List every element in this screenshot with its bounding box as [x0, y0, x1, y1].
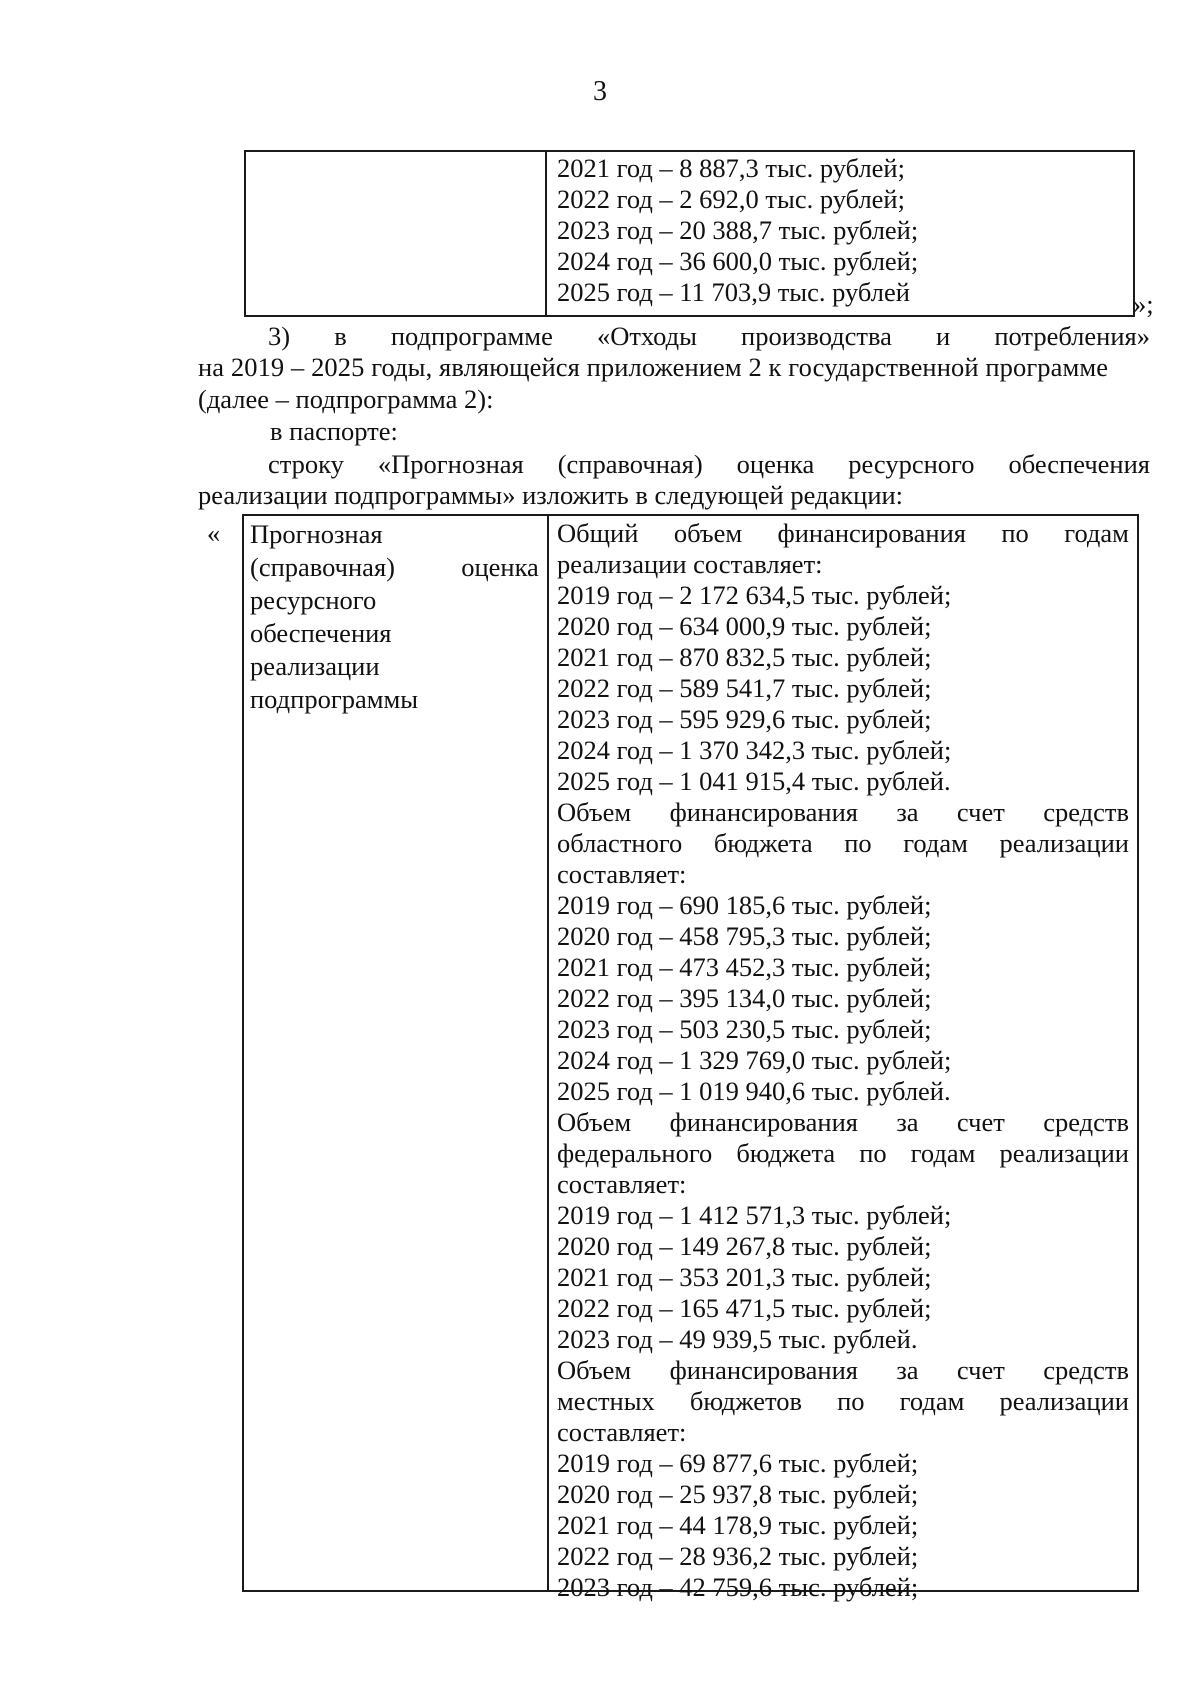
right-col-word: Объем [557, 797, 632, 827]
paragraph-word: обеспечения [1008, 449, 1150, 479]
right-col-line: 2020 год – 634 000,9 тыс. рублей; [557, 611, 932, 641]
paragraph-word: 3) [268, 321, 291, 351]
right-col-line: 2022 год – 165 471,5 тыс. рублей; [557, 1293, 932, 1323]
right-col-line: 2023 год – 595 929,6 тыс. рублей; [557, 704, 932, 734]
paragraph-line-4: в паспорте: [270, 416, 398, 446]
right-col-line: 2022 год – 28 936,2 тыс. рублей; [557, 1541, 919, 1571]
right-col-word: финансирования [669, 797, 858, 827]
right-col-word: финансирования [669, 1107, 858, 1137]
paragraph-line-6: реализации подпрограммы» изложить в следующей редакции: [198, 480, 904, 510]
right-col-line: 2023 год – 42 759,6 тыс. рублей; [557, 1572, 919, 1602]
right-col-line [557, 1386, 1129, 1417]
paragraph-word: подпрограмме [390, 321, 553, 351]
right-col-line: 2021 год – 473 452,3 тыс. рублей; [557, 952, 932, 982]
right-col-line [557, 518, 1129, 549]
table-line: 2022 год – 2 692,0 тыс. рублей; [557, 184, 905, 214]
right-col-line [557, 1355, 1129, 1386]
table-line: 2023 год – 20 388,7 тыс. рублей; [557, 215, 919, 245]
right-col-line: 2023 год – 503 230,5 тыс. рублей; [557, 1014, 932, 1044]
right-col-line: 2019 год – 69 877,6 тыс. рублей; [557, 1448, 919, 1478]
right-col-line: 2019 год – 2 172 634,5 тыс. рублей; [557, 580, 952, 610]
paragraph-word: ресурсного [848, 449, 975, 479]
right-col-word: бюджетов [689, 1386, 803, 1416]
paragraph-line-1 [268, 321, 1150, 352]
paragraph-line-3: (далее – подпрограмма 2): [198, 384, 494, 414]
right-col-word: федерального [557, 1138, 713, 1168]
right-col-line: 2024 год – 1 370 342,3 тыс. рублей; [557, 735, 952, 765]
paragraph-word: оценка [736, 449, 815, 479]
left-col-line: (справочная) оценка [250, 552, 539, 582]
right-col-word: Объем [557, 1107, 632, 1137]
right-col-line: 2019 год – 690 185,6 тыс. рублей; [557, 890, 932, 920]
right-col-word: средств [1043, 1107, 1129, 1137]
right-col-word: по [859, 1138, 887, 1168]
table-column-divider [547, 516, 549, 1590]
page-number: 3 [593, 76, 607, 107]
right-col-line: составляет: [557, 1417, 687, 1447]
right-col-line: 2020 год – 458 795,3 тыс. рублей; [557, 921, 932, 951]
left-col-line: Прогнозная [250, 519, 383, 549]
right-col-line: 2021 год – 870 832,5 тыс. рублей; [557, 642, 932, 672]
right-col-line: 2022 год – 589 541,7 тыс. рублей; [557, 673, 932, 703]
right-col-word: за [896, 1107, 919, 1137]
paragraph-word: строку [268, 449, 344, 479]
table-line: 2025 год – 11 703,9 тыс. рублей [557, 277, 910, 307]
right-col-word: счет [956, 1107, 1005, 1137]
left-col-line: ресурсного [250, 585, 377, 615]
right-col-word: за [896, 797, 919, 827]
right-col-word: годам [899, 1386, 965, 1416]
right-col-line [557, 797, 1129, 828]
paragraph-word: в [334, 321, 347, 351]
right-col-word: за [896, 1355, 919, 1385]
right-col-word: Объем [557, 1355, 632, 1385]
right-col-word: реализации [999, 1386, 1129, 1416]
paragraph-word: (справочная) [557, 449, 703, 479]
right-col-line: 2019 год – 1 412 571,3 тыс. рублей; [557, 1200, 952, 1230]
right-col-line: 2021 год – 44 178,9 тыс. рублей; [557, 1510, 919, 1540]
right-col-word: счет [956, 797, 1005, 827]
right-col-word: финансирования [777, 518, 966, 548]
right-col-line: 2020 год – 25 937,8 тыс. рублей; [557, 1479, 919, 1509]
paragraph-word: и [936, 321, 951, 351]
right-col-word: Общий [557, 518, 639, 548]
right-col-line [557, 1138, 1129, 1169]
right-col-line: 2025 год – 1 041 915,4 тыс. рублей. [557, 766, 951, 796]
right-col-line: 2022 год – 395 134,0 тыс. рублей; [557, 983, 932, 1013]
right-col-line: 2020 год – 149 267,8 тыс. рублей; [557, 1231, 932, 1261]
closing-quote: »; [1133, 289, 1154, 319]
right-col-word: по [837, 1386, 865, 1416]
right-col-word: годам [910, 1138, 976, 1168]
opening-quote: « [207, 518, 221, 548]
right-col-word: объем [673, 518, 743, 548]
right-col-line: 2021 год – 353 201,3 тыс. рублей; [557, 1262, 932, 1292]
right-col-word: бюджета [713, 828, 813, 858]
table-line: 2021 год – 8 887,3 тыс. рублей; [557, 153, 905, 183]
paragraph-word: потребления» [994, 321, 1150, 351]
right-col-word: средств [1043, 797, 1129, 827]
right-col-line: 2024 год – 1 329 769,0 тыс. рублей; [557, 1045, 952, 1075]
right-col-line: составляет: [557, 1169, 687, 1199]
right-col-line [557, 1107, 1129, 1138]
right-col-line: 2023 год – 49 939,5 тыс. рублей. [557, 1324, 918, 1354]
right-col-line: реализации составляет: [557, 549, 823, 579]
right-col-word: бюджета [736, 1138, 836, 1168]
table-column-divider [545, 152, 547, 315]
table-line: 2024 год – 36 600,0 тыс. рублей; [557, 246, 919, 276]
paragraph-word: «Прогнозная [377, 449, 524, 479]
left-col-line: обеспечения [250, 618, 392, 648]
right-col-word: по [844, 828, 872, 858]
right-col-word: финансирования [669, 1355, 858, 1385]
left-col-line: реализации [250, 651, 380, 681]
paragraph-word: «Отходы [596, 321, 697, 351]
right-col-line: 2025 год – 1 019 940,6 тыс. рублей. [557, 1076, 951, 1106]
right-col-word: годам [903, 828, 968, 858]
right-col-word: местных [557, 1386, 655, 1416]
paragraph-word: производства [741, 321, 892, 351]
paragraph-line-2: на 2019 – 2025 годы, являющейся приложением 2 к государственной программе [198, 352, 1109, 382]
right-col-line: составляет: [557, 859, 687, 889]
right-col-word: реализации [999, 828, 1129, 858]
right-col-line [557, 828, 1129, 859]
paragraph-line-5 [268, 449, 1150, 480]
right-col-word: счет [956, 1355, 1005, 1385]
left-col-line: подпрограммы [250, 684, 419, 714]
right-col-word: годам [1064, 518, 1129, 548]
right-col-word: по [1001, 518, 1029, 548]
right-col-word: областного [557, 828, 683, 858]
right-col-word: средств [1043, 1355, 1129, 1385]
right-col-word: реализации [999, 1138, 1129, 1168]
